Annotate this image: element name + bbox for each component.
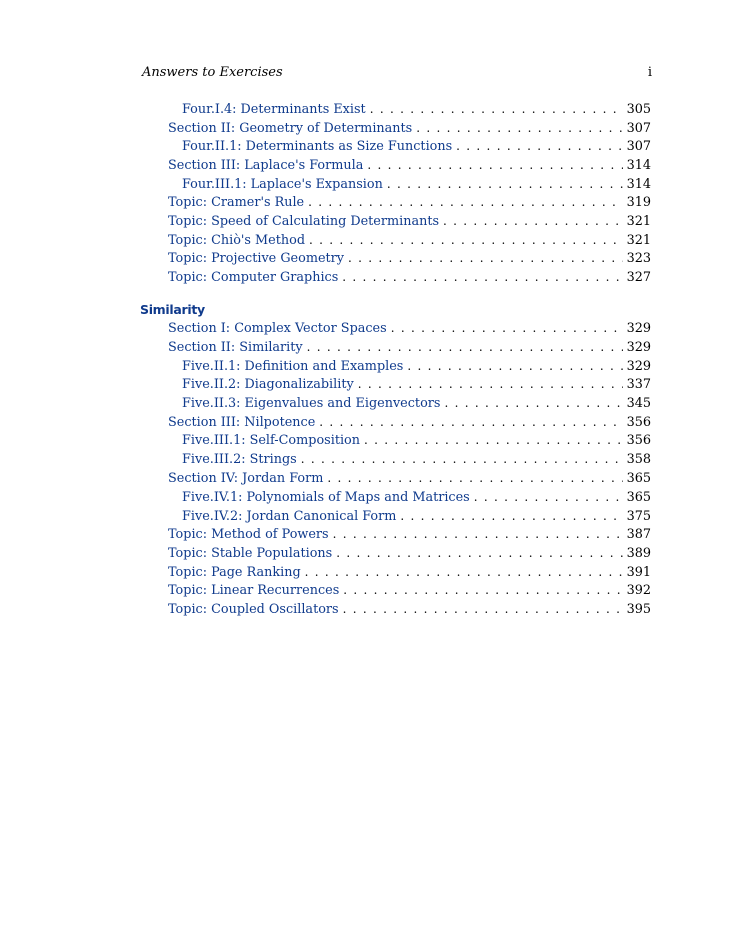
toc-entry-page: 329 bbox=[626, 340, 651, 355]
toc-entry-page: 387 bbox=[626, 527, 651, 542]
toc-entry-label[interactable]: Topic: Chiò's Method bbox=[168, 233, 306, 248]
toc-entry-label[interactable]: Topic: Page Ranking bbox=[168, 565, 301, 580]
chapter-heading[interactable]: Similarity bbox=[140, 302, 205, 317]
toc-entry-page: 356 bbox=[626, 415, 651, 430]
toc-entry-label[interactable]: Section IV: Jordan Form bbox=[168, 471, 324, 486]
leader-dots bbox=[307, 338, 623, 357]
leader-dots bbox=[400, 507, 622, 526]
toc-entry[interactable] bbox=[168, 212, 651, 231]
leader-dots bbox=[343, 600, 623, 619]
leader-dots bbox=[305, 563, 623, 582]
toc-entry-page: 321 bbox=[626, 233, 651, 248]
toc-entry[interactable] bbox=[168, 600, 651, 619]
toc-entry-page: 345 bbox=[626, 396, 651, 411]
toc-entry-label[interactable]: Five.IV.2: Jordan Canonical Form bbox=[182, 509, 397, 524]
toc-entry-label[interactable]: Five.II.2: Diagonalizability bbox=[182, 377, 354, 392]
toc-entry[interactable] bbox=[182, 175, 651, 194]
leader-dots bbox=[358, 375, 623, 394]
toc-entry-label[interactable]: Four.II.1: Determinants as Size Functions bbox=[182, 139, 453, 154]
toc-entry-label[interactable]: Topic: Method of Powers bbox=[168, 527, 329, 542]
leader-dots bbox=[301, 450, 623, 469]
toc-entry-page: 321 bbox=[626, 214, 651, 229]
toc-entry-page: 358 bbox=[626, 452, 651, 467]
leader-dots bbox=[309, 231, 623, 250]
leader-dots bbox=[367, 156, 622, 175]
toc-entry-label[interactable]: Section III: Laplace's Formula bbox=[168, 158, 364, 173]
toc-entry[interactable] bbox=[168, 581, 651, 600]
toc-entry[interactable] bbox=[168, 413, 651, 432]
toc-entry-label[interactable]: Section III: Nilpotence bbox=[168, 415, 316, 430]
toc-entry-page: 329 bbox=[626, 321, 651, 336]
leader-dots bbox=[319, 413, 622, 432]
toc-entry-label[interactable]: Topic: Cramer's Rule bbox=[168, 195, 305, 210]
toc-entry[interactable] bbox=[182, 431, 651, 450]
toc-entry[interactable] bbox=[168, 319, 651, 338]
leader-dots bbox=[343, 581, 622, 600]
toc-entry[interactable] bbox=[182, 100, 651, 119]
page-number: i bbox=[647, 65, 652, 80]
leader-dots bbox=[308, 193, 622, 212]
leader-dots bbox=[444, 394, 622, 413]
toc-entry-label[interactable]: Topic: Coupled Oscillators bbox=[168, 602, 339, 617]
leader-dots bbox=[391, 319, 623, 338]
toc-entry-label[interactable]: Section II: Similarity bbox=[168, 340, 303, 355]
toc-entry-page: 337 bbox=[626, 377, 651, 392]
toc-entry[interactable] bbox=[168, 563, 651, 582]
toc-entry[interactable] bbox=[182, 488, 651, 507]
toc-entry-label[interactable]: Section II: Geometry of Determinants bbox=[168, 121, 413, 136]
toc-entry-page: 356 bbox=[626, 433, 651, 448]
toc-entry-page: 392 bbox=[626, 583, 651, 598]
toc-entry-label[interactable]: Five.III.2: Strings bbox=[182, 452, 297, 467]
leader-dots bbox=[416, 119, 622, 138]
toc-entry-label[interactable]: Topic: Computer Graphics bbox=[168, 270, 339, 285]
toc-entry-page: 323 bbox=[626, 251, 651, 266]
toc-entry[interactable] bbox=[182, 450, 651, 469]
leader-dots bbox=[387, 175, 623, 194]
leader-dots bbox=[336, 544, 622, 563]
toc-entry-page: 365 bbox=[626, 471, 651, 486]
toc-entry-page: 389 bbox=[626, 546, 651, 561]
leader-dots bbox=[474, 488, 623, 507]
toc-entry-page: 319 bbox=[626, 195, 651, 210]
toc-entry-label[interactable]: Four.III.1: Laplace's Expansion bbox=[182, 177, 383, 192]
toc-entry[interactable] bbox=[168, 156, 651, 175]
toc-entry[interactable] bbox=[168, 525, 651, 544]
leader-dots bbox=[342, 268, 622, 287]
toc-entry-page: 391 bbox=[626, 565, 651, 580]
toc-entry-label[interactable]: Four.I.4: Determinants Exist bbox=[182, 102, 366, 117]
toc-entry[interactable] bbox=[168, 469, 651, 488]
toc-entry-label[interactable]: Topic: Projective Geometry bbox=[168, 251, 345, 266]
toc-entry-label[interactable]: Five.IV.1: Polynomials of Maps and Matrices bbox=[182, 490, 470, 505]
leader-dots bbox=[407, 357, 622, 376]
toc-entry-page: 395 bbox=[626, 602, 651, 617]
toc-entry[interactable] bbox=[182, 394, 651, 413]
leader-dots bbox=[348, 249, 623, 268]
toc-entry-page: 365 bbox=[626, 490, 651, 505]
toc-entry[interactable] bbox=[168, 193, 651, 212]
leader-dots bbox=[364, 431, 623, 450]
toc-entry-label[interactable]: Topic: Stable Populations bbox=[168, 546, 333, 561]
toc-entry-page: 329 bbox=[626, 359, 651, 374]
toc-entry[interactable] bbox=[168, 338, 651, 357]
toc-entry-page: 307 bbox=[626, 121, 651, 136]
toc-entry-page: 305 bbox=[626, 102, 651, 117]
toc-entry[interactable] bbox=[168, 119, 651, 138]
toc-entry[interactable] bbox=[182, 137, 651, 156]
toc-entry[interactable] bbox=[182, 357, 651, 376]
leader-dots bbox=[327, 469, 622, 488]
toc-entry-label[interactable]: Topic: Speed of Calculating Determinants bbox=[168, 214, 440, 229]
leader-dots bbox=[443, 212, 623, 231]
toc-entry-page: 327 bbox=[626, 270, 651, 285]
toc-entry-label[interactable]: Section I: Complex Vector Spaces bbox=[168, 321, 387, 336]
leader-dots bbox=[333, 525, 623, 544]
toc-entry[interactable] bbox=[168, 231, 651, 250]
toc-entry-page: 375 bbox=[626, 509, 651, 524]
toc-entry-label[interactable]: Topic: Linear Recurrences bbox=[168, 583, 340, 598]
toc-entry-page: 307 bbox=[626, 139, 651, 154]
toc-entry-label[interactable]: Five.II.3: Eigenvalues and Eigenvectors bbox=[182, 396, 441, 411]
toc-entry[interactable] bbox=[168, 268, 651, 287]
toc-entry[interactable] bbox=[168, 544, 651, 563]
toc-entry[interactable] bbox=[168, 249, 651, 268]
leader-dots bbox=[456, 137, 622, 156]
toc-entry-page: 314 bbox=[626, 158, 651, 173]
leader-dots bbox=[370, 100, 623, 119]
toc-entry-label[interactable]: Five.III.1: Self-Composition bbox=[182, 433, 361, 448]
running-title: Answers to Exercises bbox=[142, 65, 283, 80]
running-header bbox=[142, 65, 652, 83]
toc-entry[interactable] bbox=[182, 507, 651, 526]
toc-entry[interactable] bbox=[182, 375, 651, 394]
toc-entry-page: 314 bbox=[626, 177, 651, 192]
toc-entry-label[interactable]: Five.II.1: Definition and Examples bbox=[182, 359, 404, 374]
